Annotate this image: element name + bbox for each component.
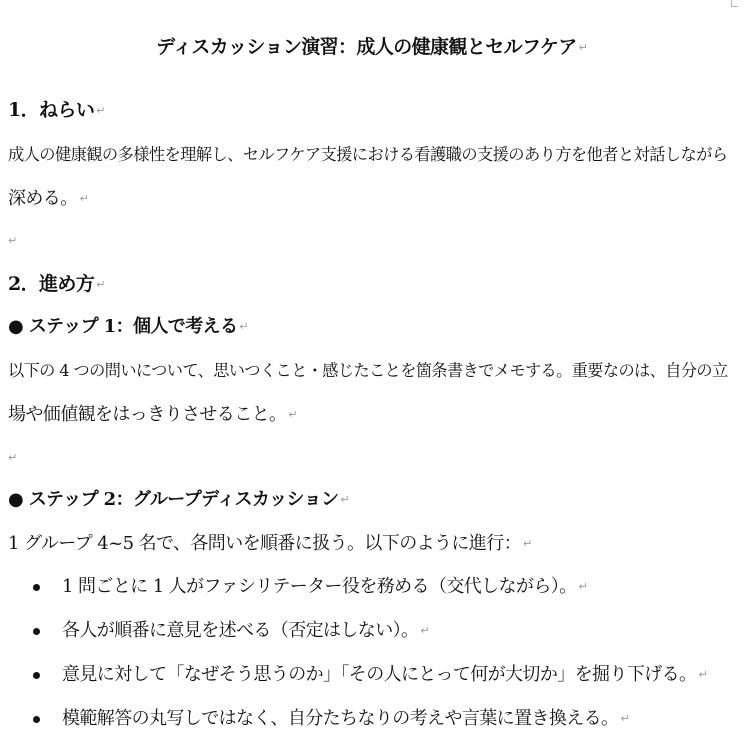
page-corner-mark bbox=[731, 0, 738, 7]
step1-heading-text: ● ステップ 1：個人で考える bbox=[8, 316, 238, 337]
list-item-text: 模範解答の丸写しではなく、自分たちなりの考えや言葉に置き換える。 bbox=[62, 708, 619, 729]
list-item-text: 各人が順番に意見を述べる（否定はしない）。 bbox=[62, 620, 419, 641]
step1-body-text-1: 以下の 4 つの問いについて、思いつくこと・感じたことを箇条書きでメモする。重要なのは、自分の立 bbox=[8, 361, 728, 380]
step1-body-line-1 bbox=[8, 359, 738, 383]
section1-body-text-2: 深める。 bbox=[8, 188, 78, 209]
paragraph-mark-icon: ↵ bbox=[340, 493, 350, 506]
paragraph-mark-icon: ↵ bbox=[288, 408, 298, 421]
empty-paragraph bbox=[8, 229, 738, 253]
section1-body-text-1: 成人の健康観の多様性を理解し、セルフケア支援における看護職の支援のあり方を他者と対話しながら bbox=[8, 145, 728, 164]
document-title bbox=[0, 35, 744, 60]
paragraph-mark-icon: ↵ bbox=[420, 624, 430, 637]
list-item bbox=[62, 575, 738, 599]
step1-body-text-2: 場や価値観をはっきりさせること。 bbox=[8, 404, 287, 425]
paragraph-mark-icon: ↵ bbox=[96, 104, 106, 117]
list-item bbox=[62, 619, 738, 643]
section2-heading bbox=[8, 272, 738, 297]
paragraph-mark-icon: ↵ bbox=[79, 192, 89, 205]
section1-heading-text: 1．ねらい bbox=[8, 99, 95, 121]
step2-heading bbox=[8, 488, 738, 512]
paragraph-mark-icon: ↵ bbox=[8, 451, 18, 464]
list-item-text: 意見に対して「なぜそう思うのか」「その人にとって何が大切か」を掘り下げる。 bbox=[62, 664, 697, 685]
section1-body-line-2 bbox=[8, 187, 738, 211]
list-item bbox=[62, 707, 738, 731]
empty-paragraph bbox=[8, 446, 738, 470]
bullet-dot-icon bbox=[33, 628, 40, 635]
title-text: ディスカッション演習：成人の健康観とセルフケア bbox=[156, 36, 577, 58]
bullet-dot-icon bbox=[33, 716, 40, 723]
paragraph-mark-icon: ↵ bbox=[578, 580, 588, 593]
paragraph-mark-icon: ↵ bbox=[239, 320, 249, 333]
list-item bbox=[62, 663, 738, 687]
list-item-text: 1 問ごとに 1 人がファシリテーター役を務める（交代しながら）。 bbox=[62, 576, 577, 597]
bullet-dot-icon bbox=[33, 672, 40, 679]
paragraph-mark-icon: ↵ bbox=[8, 234, 18, 247]
paragraph-mark-icon: ↵ bbox=[578, 41, 588, 54]
section1-heading bbox=[8, 98, 738, 123]
step1-heading bbox=[8, 315, 738, 339]
step2-heading-text: ● ステップ 2：グループディスカッション bbox=[8, 489, 339, 510]
paragraph-mark-icon: ↵ bbox=[96, 278, 106, 291]
step2-intro bbox=[8, 532, 738, 556]
section2-heading-text: 2．進め方 bbox=[8, 273, 95, 295]
paragraph-mark-icon: ↵ bbox=[698, 668, 708, 681]
paragraph-mark-icon: ↵ bbox=[523, 537, 533, 550]
bullet-dot-icon bbox=[33, 584, 40, 591]
paragraph-mark-icon: ↵ bbox=[620, 712, 630, 725]
section1-body-line-1 bbox=[8, 143, 738, 167]
step1-body-line-2 bbox=[8, 403, 738, 427]
step2-intro-text: 1 グループ 4~5 名で、各問いを順番に扱う。以下のように進行： bbox=[8, 533, 522, 554]
